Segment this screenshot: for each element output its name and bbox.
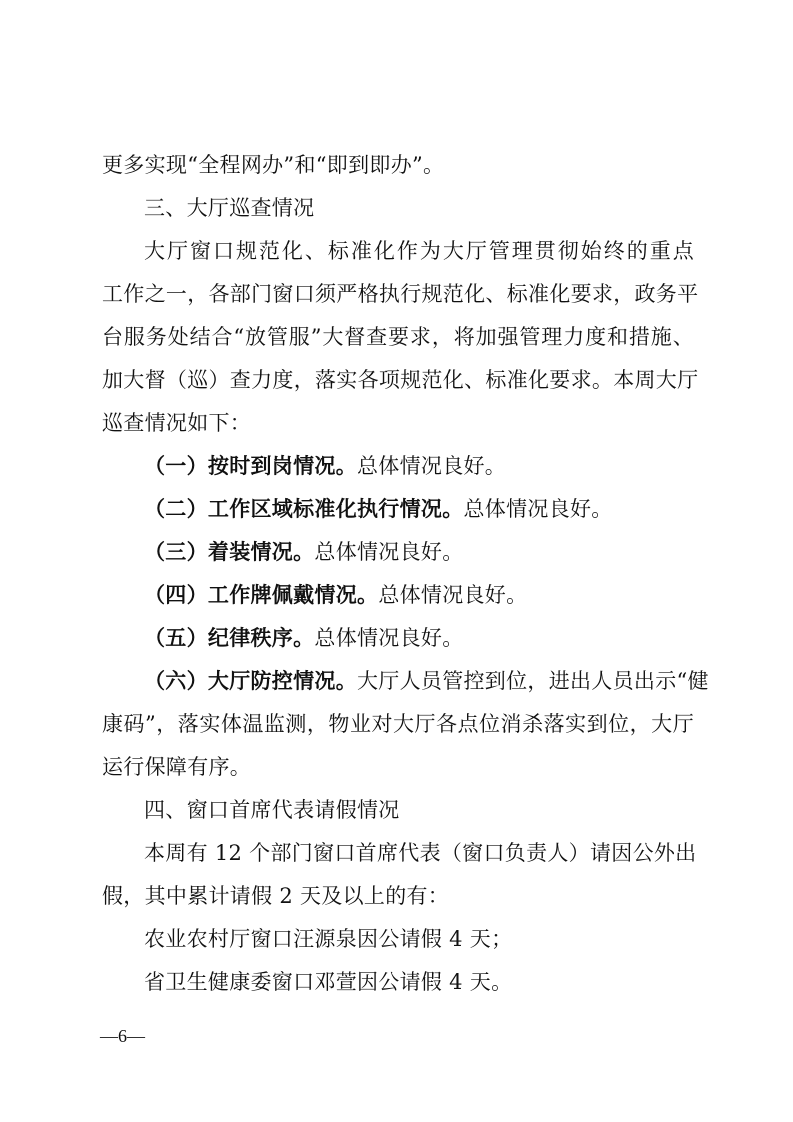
list-item	[144, 666, 709, 696]
paragraph-line: 大厅窗口规范化、标准化作为大厅管理贯彻始终的重点	[144, 239, 694, 263]
list-item	[144, 623, 694, 653]
paragraph-line: 巡查情况如下：	[102, 411, 252, 435]
list-item-title: （一）按时到岗情况。	[144, 453, 357, 478]
list-item-text: 大厅人员管控到位，进出人员出示“健	[357, 669, 709, 693]
page-number: —6—	[100, 1026, 145, 1046]
list-item	[144, 537, 694, 567]
list-item-text: 总体情况良好。	[357, 454, 507, 478]
list-item-text: 总体情况良好。	[378, 583, 528, 607]
paragraph-line: 台服务处结合“放管服”大督查要求，将加强管理力度和措施、	[102, 325, 694, 349]
list-item	[144, 494, 694, 524]
list-item-title: （四）工作牌佩戴情况。	[144, 582, 379, 607]
list-item-title: （三）着装情况。	[144, 539, 315, 564]
paragraph-line: 本周有 12 个部门窗口首席代表（窗口负责人）请因公外出	[144, 841, 697, 865]
paragraph-line: 康码”，落实体温监测，物业对大厅各点位消杀落实到位，大厅	[102, 712, 694, 736]
list-item	[144, 451, 694, 481]
section-heading-3: 三、大厅巡查情况	[144, 196, 315, 220]
paragraph-line: 工作之一，各部门窗口须严格执行规范化、标准化要求，政务平	[102, 282, 699, 306]
list-item-title: （六）大厅防控情况。	[144, 668, 357, 693]
list-item-title: （五）纪律秩序。	[144, 625, 315, 650]
list-item-text: 总体情况良好。	[314, 626, 464, 650]
paragraph-line: 运行保障有序。	[102, 755, 252, 779]
list-item-text: 总体情况良好。	[314, 540, 464, 564]
paragraph-line: 更多实现“全程网办”和“即到即办”。	[102, 153, 445, 177]
paragraph-line: 加大督（巡）查力度，落实各项规范化、标准化要求。本周大厅	[102, 368, 699, 392]
list-item	[144, 580, 694, 610]
list-item-text: 总体情况良好。	[463, 497, 613, 521]
paragraph-line: 假，其中累计请假 2 天及以上的有：	[102, 884, 450, 908]
section-heading-4: 四、窗口首席代表请假情况	[144, 798, 400, 822]
leave-record: 农业农村厅窗口汪源泉因公请假 4 天；	[144, 927, 513, 951]
list-item-title: （二）工作区域标准化执行情况。	[144, 496, 464, 521]
leave-record: 省卫生健康委窗口邓萱因公请假 4 天。	[144, 970, 513, 994]
